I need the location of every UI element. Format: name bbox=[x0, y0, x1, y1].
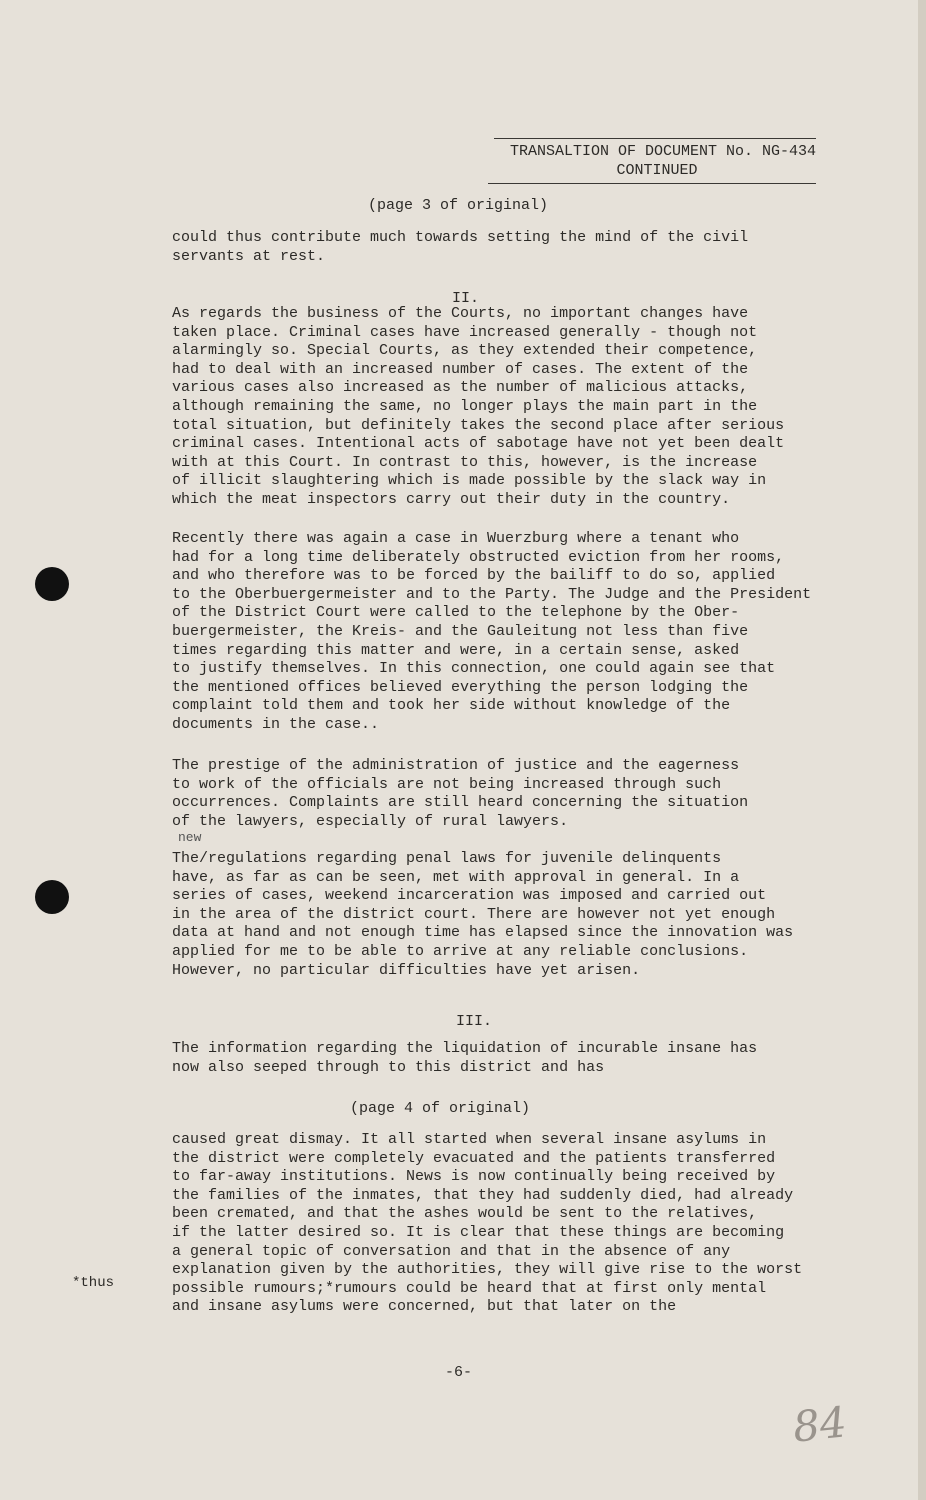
header-continued: CONTINUED bbox=[616, 162, 698, 179]
paragraph-courts: As regards the business of the Courts, no important changes have taken place. Criminal cases have increased generally - though not alarmingly so. Special Courts, as they extended their competence, had to deal with an increased number of cases. The extent of the various cases also increased as the number of malicious attacks, although remaining the same, no longer plays the main part in the total situation, but definitely takes the second place after serious criminal cases. Intentional acts of sabotage have not yet been dealt with at this Court. In contrast to this, however, is the increase of illicit slaughtering which is made possible by the slack way in which the meat inspectors carry out their duty in the country. bbox=[172, 305, 785, 508]
paragraph-wuerzburg: Recently there was again a case in Wuerzburg where a tenant who had for a long time deliberately obstructed eviction from her rooms, and who therefore was to be forced by the bailiff to do so, applied to the Oberbuergermeister and to the Party. The Judge and the President of the District Court were called to the telephone by the Ober- buergermeister, the Kreis- and the Gauleitung not less than five times regarding this matter and were, in a certain sense, asked to justify themselves. In this connection, one could again see that the mentioned offices believed everything the person lodging the complaint told them and took her side without knowledge of the documents in the case.. bbox=[172, 530, 812, 733]
punch-hole bbox=[35, 567, 69, 601]
handwritten-page-number: 84 bbox=[790, 1397, 849, 1452]
handwritten-insert: new bbox=[178, 830, 202, 845]
section-heading-2: II. bbox=[452, 290, 480, 307]
paragraph-dismay: caused great dismay. It all started when several insane asylums in the district were completely evacuated and the patients transferred to far-away institutions. News is now continually being received by the families of the inmates, that they had suddenly died, had already been cremated, and that the ashes would be sent to the relatives, if the latter desired so. It is clear that these things are becoming a general topic of conversation and that in the absence of any explanation given by the authorities, they will give rise to the worst possible rumours;*rumours could be heard that at first only mental and insane asylums were concerned, but that later on the bbox=[172, 1131, 803, 1316]
document-header bbox=[488, 142, 816, 184]
punch-hole bbox=[35, 880, 69, 914]
paragraph-juvenile: The/regulations regarding penal laws for juvenile delinquents have, as far as can be seen, met with approval in general. In a series of cases, weekend incarceration was imposed and carried out in the area of the district court. There are however not yet enough data at hand and not enough time has elapsed since the innovation was applied for me to be able to arrive at any reliable conclusions. However, no particular difficulties have yet arisen. bbox=[172, 850, 794, 979]
page-number: -6- bbox=[445, 1364, 473, 1381]
paragraph-insane: The information regarding the liquidation of incurable insane has now also seeped through to this district and has bbox=[172, 1040, 758, 1076]
paragraph-prestige: The prestige of the administration of justice and the eagerness to work of the officials are not being increased through such occurrences. Complaints are still heard concerning the situation of the lawyers, especially of rural lawyers. bbox=[172, 757, 749, 830]
section-heading-3: III. bbox=[456, 1013, 493, 1030]
page-edge bbox=[918, 0, 926, 1500]
paragraph-intro: could thus contribute much towards setting the mind of the civil servants at rest. bbox=[172, 229, 749, 265]
header-title: TRANSALTION OF DOCUMENT No. NG-434 bbox=[509, 143, 816, 160]
page-note-original-3: (page 3 of original) bbox=[368, 197, 549, 214]
margin-note: *thus bbox=[72, 1275, 115, 1291]
page-note-original-4: (page 4 of original) bbox=[350, 1100, 531, 1117]
